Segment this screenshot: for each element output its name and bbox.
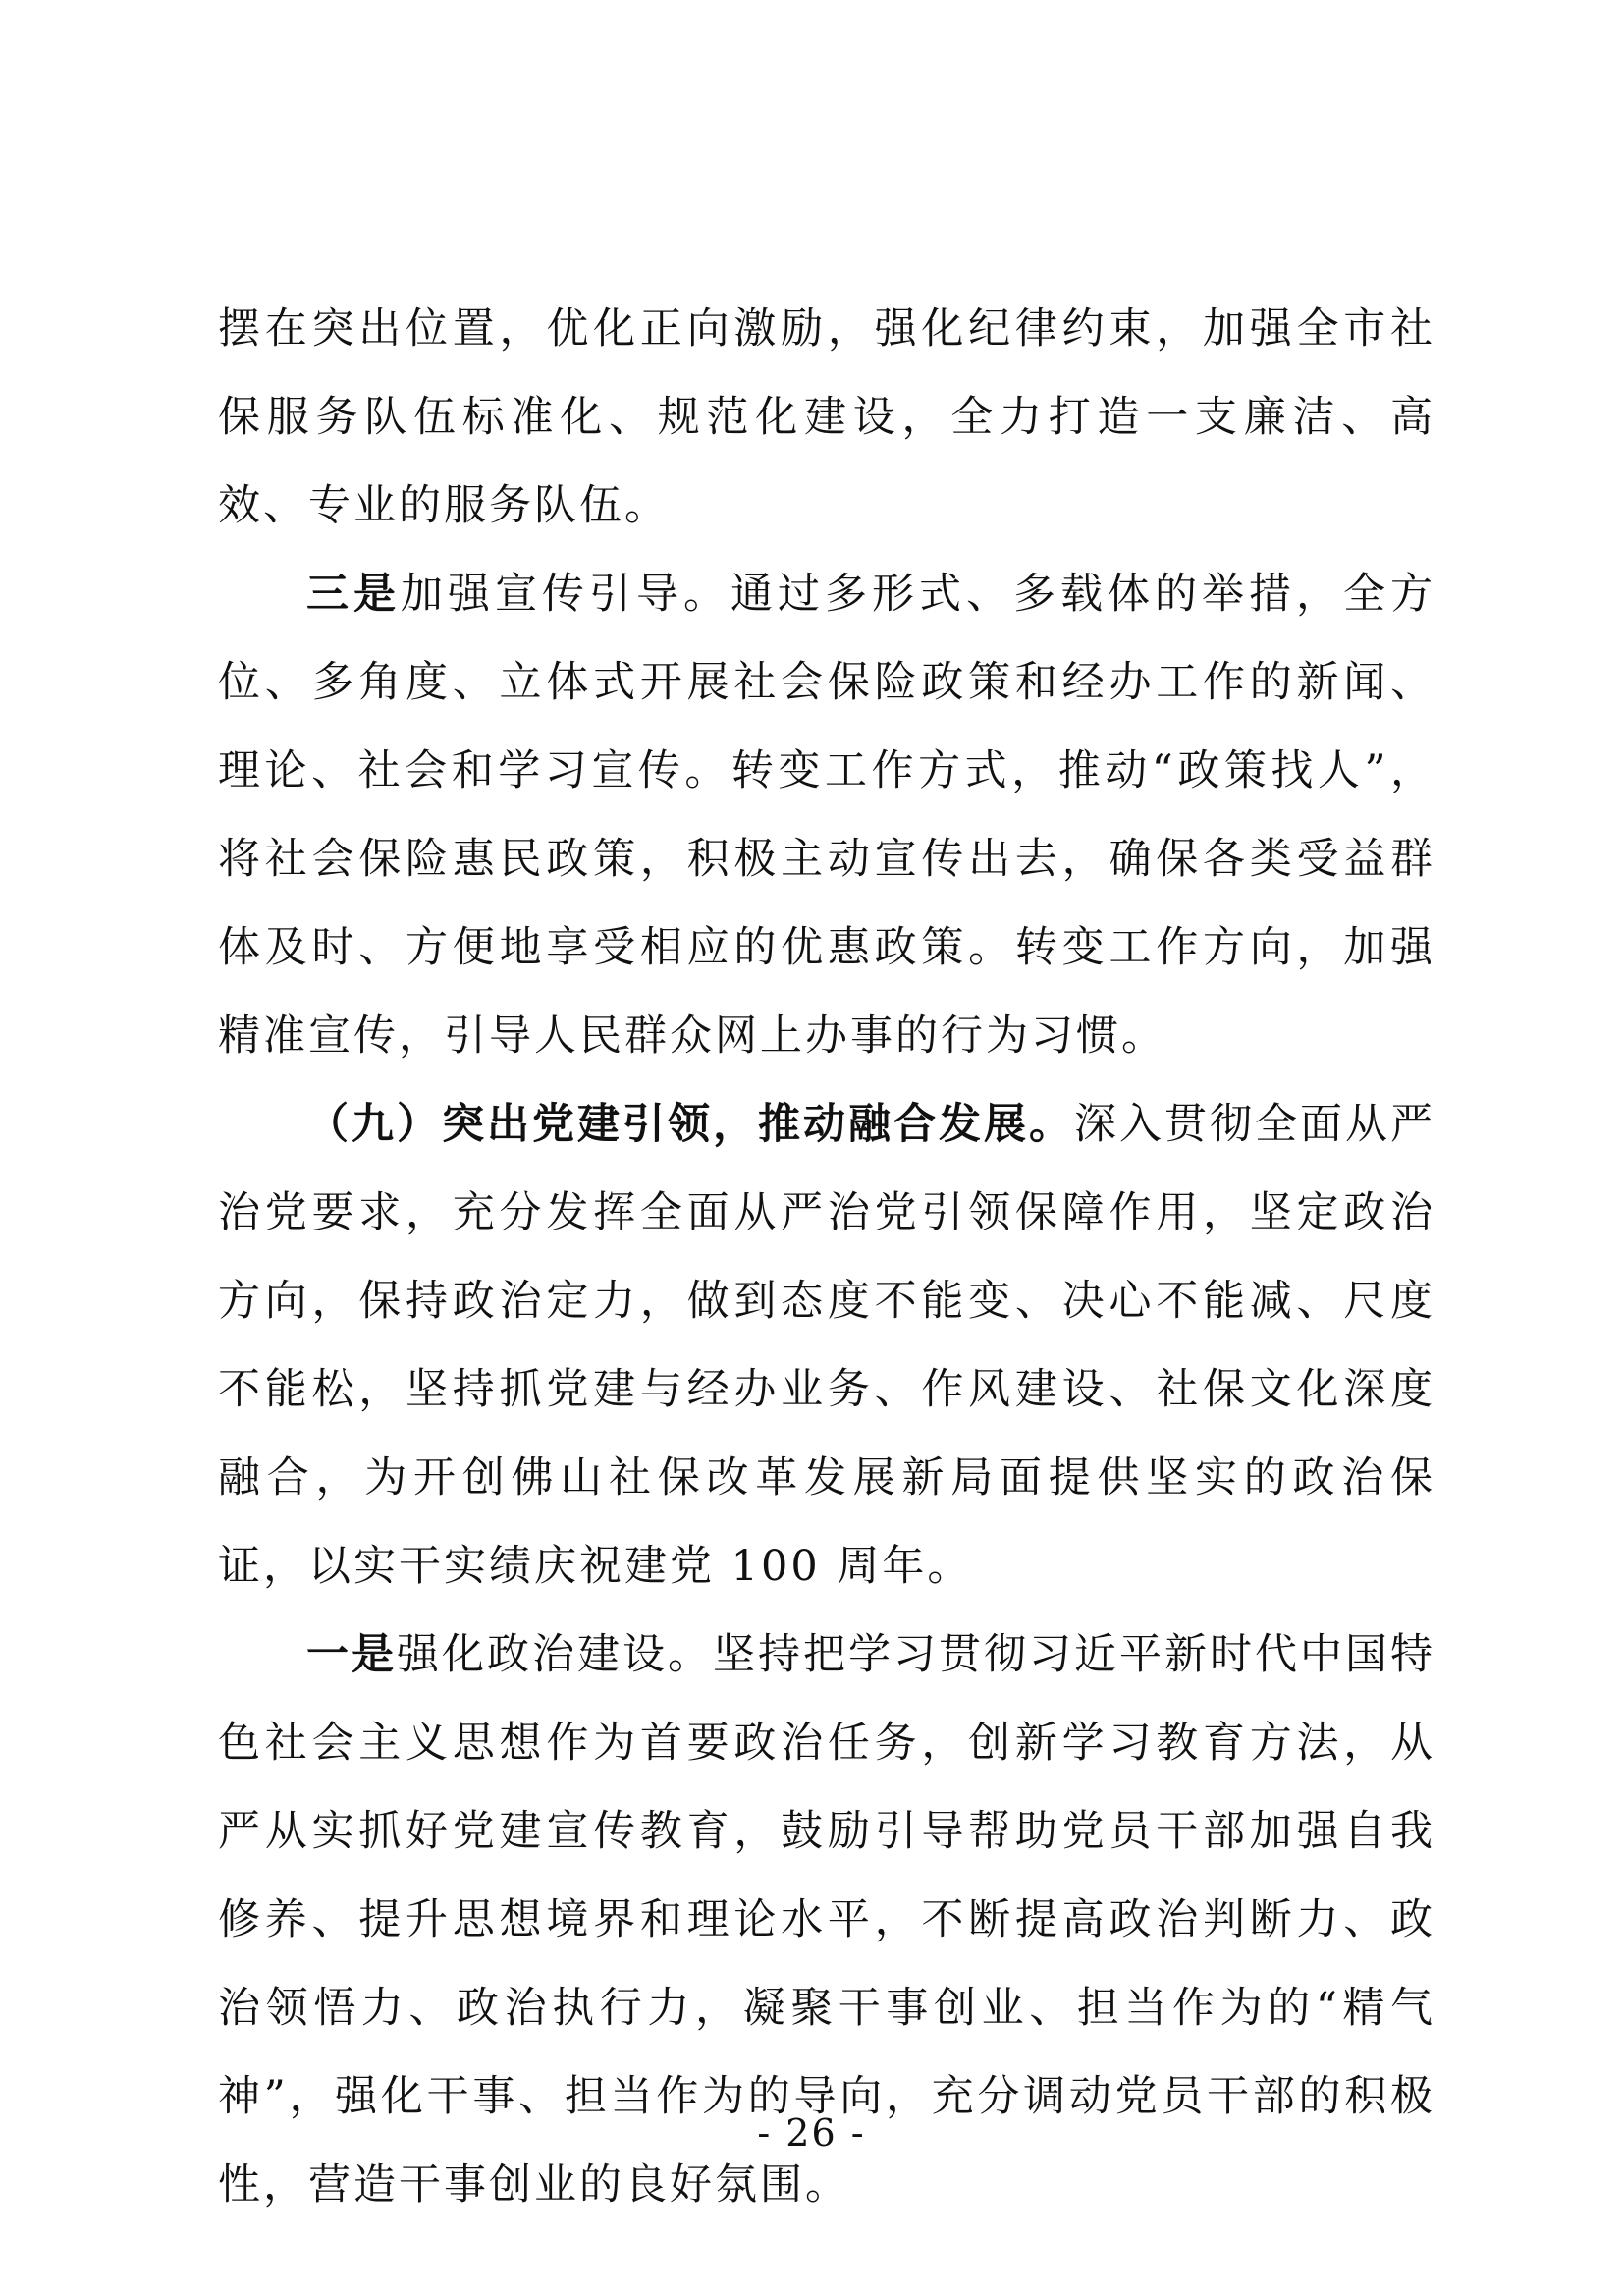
paragraph-continuation — [218, 285, 1435, 550]
paragraph-text: 深入贯彻全面从严治党要求，充分发挥全面从严治党引领保障作用，坚定政治方向，保持政治定力，做到态度不能变、决心不能减、尺度不能松，坚持抓党建与经办业务、作风建设、社保文化深度融合，为开创佛山社保改革发展新局面提供坚实的政治保证，以实干实绩庆祝建党 100 周年。 — [218, 1100, 1435, 1591]
paragraph-lead: 三是 — [306, 570, 401, 619]
paragraph-text: 摆在突出位置，优化正向激励，强化纪律约束，加强全市社保服务队伍标准化、规范化建设，全力打造一支廉洁、高效、专业的服务队伍。 — [218, 304, 1435, 530]
paragraph-publicity — [218, 550, 1435, 1080]
document-body — [218, 285, 1435, 2229]
paragraph-lead: 一是 — [306, 1630, 397, 1679]
page-number: - 26 - — [757, 2111, 866, 2155]
paragraph-party-building — [218, 1080, 1435, 1611]
paragraph-text: 强化政治建设。坚持把学习贯彻习近平新时代中国特色社会主义思想作为首要政治任务，创新学习教育方法，从严从实抓好党建宣传教育，鼓励引导帮助党员干部加强自我修养、提升思想境界和理论水平，不断提高政治判断力、政治领悟力、政治执行力，凝聚干事创业、担当作为的“精气神”，强化干事、担当作为的导向，充分调动党员干部的积极性，营造干事创业的良好氛围。 — [218, 1630, 1435, 2210]
section-heading: （九）突出党建引领，推动融合发展。 — [306, 1100, 1074, 1149]
paragraph-text: 加强宣传引导。通过多形式、多载体的举措，全方位、多角度、立体式开展社会保险政策和经办工作的新闻、理论、社会和学习宣传。转变工作方式，推动“政策找人”，将社会保险惠民政策，积极主动宣传出去，确保各类受益群体及时、方便地享受相应的优惠政策。转变工作方向，加强精准宣传，引导人民群众网上办事的行为习惯。 — [218, 570, 1435, 1061]
